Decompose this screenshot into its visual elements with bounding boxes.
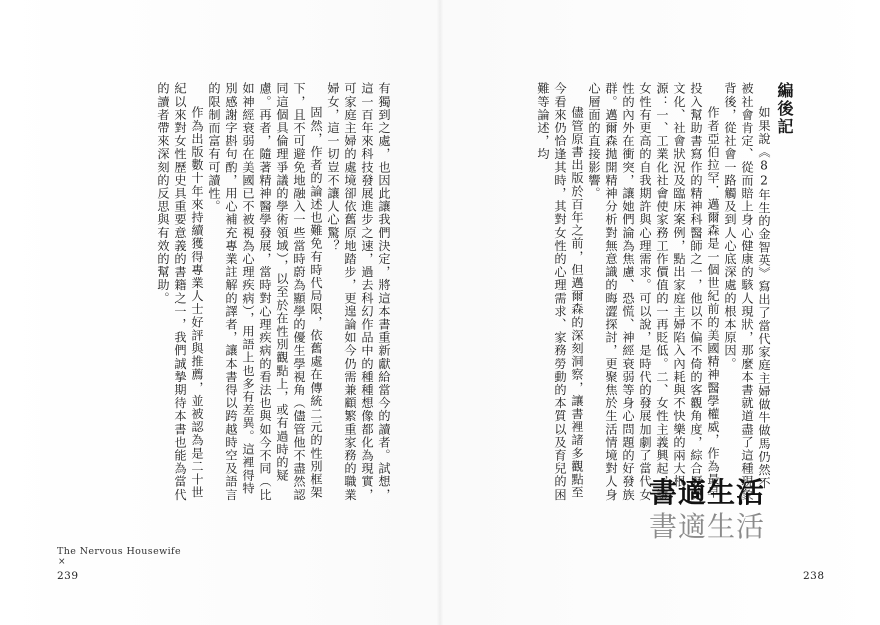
running-title: The Nervous Housewife (57, 546, 182, 557)
page-number-left: 239 (57, 570, 79, 582)
running-mark: × (58, 557, 66, 567)
paragraph: 作者亞伯拉罕．邁爾森是一個世紀前的美國精神醫學權威，作為最早投入幫助書寫作的精神科醫師之一，他以不偏不倚的客觀角度，綜合歷史文化、社會狀況及臨床案例，點出家庭主婦陷入內耗與不快樂的兩大根源：一、工業化社會使家務工作價值的一再貶低。二、女性主義興起，讓女性有更高的自我期許與心理需求。可以說，是時代的發展加劇了當代女性的內外在衝突，讓她們淪為焦慮、恐慌、神經衰弱等身心問題的好發族群。邁爾森拋開精神分析對無意識的晦澀探討，更聚焦於生活情境對人身心層面的直接影響。 (587, 82, 720, 502)
paragraph: 作為出版數十年來持續獲得專業人士好評與推薦，並被認為是二十世紀以來對女性歷史具重要意義的書籍之一，我們誠摯期待本書也能為當代的讀者帶來深刻的反思與有效的幫助。 (156, 82, 204, 502)
svg-text:書適生活: 書適生活 (648, 476, 766, 509)
publisher-logo (632, 472, 782, 542)
paragraph: 儘管原書出版於百年之前，但邁爾森的深刻洞察，讓書裡諸多觀點至今看來仍恰逢其時，其對女性的心理需求、家務勞動的本質以及育兒的困難等論述，均 (536, 82, 584, 502)
paragraph: 固然，作者的論述也難免有時代局限，依舊處在傳統二元的性別框架下，且不可避免地融入一些當時蔚為顯學的優生學視角（儘管他不盡然認同這個具倫理爭議的學術領域），以至於在性別觀點上，或有過時的疑慮。再者，隨著精神醫學發展，當時對心理疾病的看法也與如今不同（比如神經衰弱在美國已不被視為心理疾病），用語上也多有差異。這裡得特別感謝字斟句酌，用心補充專業註解的譯者，讓本書得以跨越時空及語言的限制而富有可讀性。 (207, 82, 323, 502)
paragraph: 如果說《82年生的金智英》寫出了當代家庭主婦做牛做馬仍然不被社會肯定、從而賠上身心健康的駭人現狀，那麼本書就道盡了這種現象背後，從社會一路觸及到人心底深處的根本原因。 (723, 82, 771, 502)
left-page-body (154, 82, 392, 502)
svg-text:書適生活: 書適生活 (648, 510, 766, 542)
chapter-heading: 編後記 (775, 82, 794, 136)
paragraph: 有獨到之處，也因此讓我們決定，將這本書重新獻給當今的讀者。試想，這一百年來科技發展進步之速，過去科幻作品中的種種想像都化為現實，可家庭主婦的處境卻依舊原地踏步，更遑論如今仍需兼顧繁重家務的職業婦女，這一切豈不讓人心驚？ (326, 82, 391, 502)
page-number-right: 238 (803, 570, 825, 582)
right-page-body (534, 82, 772, 502)
